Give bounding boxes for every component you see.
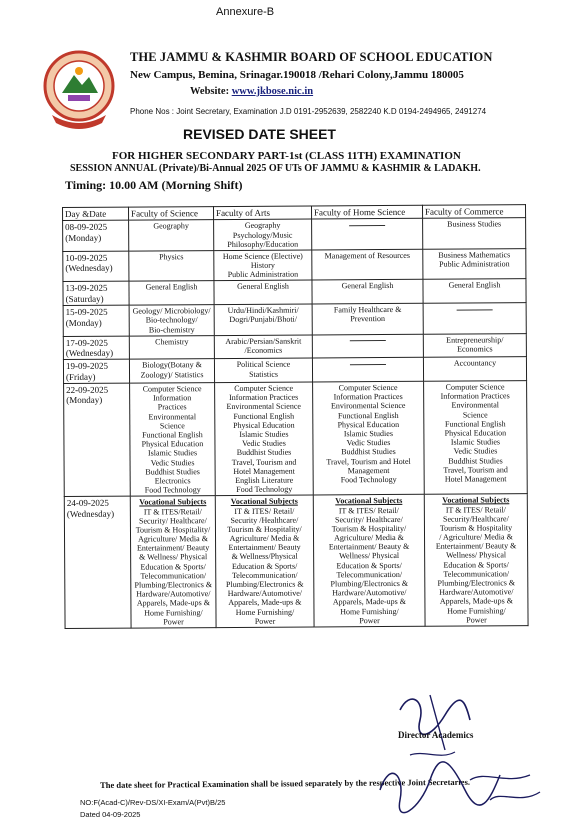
subject-name: Management	[347, 465, 390, 476]
subject-name: Computer Science	[338, 383, 398, 393]
vocational-subjects-label: Vocational Subjects	[139, 497, 207, 507]
table-row	[63, 218, 526, 251]
subject-name: Environmental	[148, 411, 197, 422]
subject-name: Hardware/Automotive/	[332, 588, 407, 598]
exam-day: (Monday)	[66, 395, 103, 406]
subject-name: Education & Sports/	[231, 561, 298, 571]
subject-name: Public Administration	[439, 259, 510, 269]
subject-name: IT & ITES/ Retail/	[234, 506, 295, 516]
subject-name: IT & ITES/ Retail/	[445, 504, 506, 515]
session-subtitle: SESSION ANNUAL (Private)/Bi-Annual 2025 OF UTs OF JAMMU & KASHMIR & LADAKH.	[70, 163, 481, 174]
subject-name: Islamic Studies	[343, 429, 393, 439]
subject-cell-science	[130, 383, 216, 497]
subject-cell-commerce	[423, 279, 526, 303]
subject-name: Arabic/Persian/Sanskrit	[225, 336, 302, 346]
subject-name: Geology/ Microbiology/	[132, 306, 211, 316]
exam-date: 08-09-2025	[65, 222, 108, 233]
subject-name: Home Furnishing/	[447, 605, 506, 616]
subject-cell-science	[129, 281, 214, 305]
no-exam-dash	[349, 225, 385, 226]
subject-cell-science	[130, 496, 216, 628]
subject-name: History	[250, 260, 275, 270]
subject-name: Vedic Studies	[453, 446, 498, 457]
subject-name: & Wellness/ Physical	[139, 552, 208, 563]
subject-name: Hotel Management	[444, 474, 507, 484]
exam-day: (Wednesday)	[65, 262, 113, 274]
campus-address: New Campus, Bemina, Srinagar.190018 /Rehari Colony,Jammu 180005	[130, 69, 464, 81]
subject-name: Information	[153, 393, 192, 403]
subject-cell-commerce	[423, 333, 526, 357]
vocational-subjects-label: Vocational Subjects	[335, 496, 403, 506]
subject-name: Home Furnishing/	[144, 607, 203, 618]
header-home-science: Faculty of Home Science	[311, 205, 422, 219]
subject-name: Apparels, Made-ups &	[228, 597, 302, 608]
subject-name: Prevention	[350, 314, 386, 324]
subject-name: Vedic Studies	[242, 438, 286, 449]
subject-name: Biology(Botany &	[142, 360, 202, 370]
date-cell	[63, 305, 129, 336]
subject-cell-home	[313, 381, 425, 495]
subject-name: General English	[237, 282, 289, 292]
subject-name: Entertainment/ Beauty	[136, 543, 210, 553]
subject-name: Buddhist Studies	[236, 448, 292, 458]
subject-cell-commerce	[423, 357, 526, 381]
header-science: Faculty of Science	[129, 207, 214, 221]
subject-cell-science	[129, 250, 214, 281]
subject-name: Agriculture/ Media &	[138, 534, 208, 544]
subject-name: Plumbing/Electronics &	[134, 580, 213, 590]
subject-name: Power	[359, 615, 380, 625]
subject-name: Security/ Healthcare/	[335, 514, 403, 525]
subject-name: Agriculture/ Media &	[334, 533, 404, 543]
subject-name: Telecommunication/	[336, 569, 403, 580]
subject-name: Political Science	[236, 360, 291, 370]
subject-name: Education & Sports/	[443, 559, 509, 570]
subject-name: Science	[159, 421, 185, 431]
table-row	[64, 494, 528, 628]
subject-name: Electronics	[154, 476, 191, 486]
subject-name: Business Studies	[447, 219, 502, 229]
table-row	[63, 357, 526, 384]
subject-name: Functional English	[233, 411, 295, 421]
subject-name: Science	[462, 410, 488, 420]
subject-name: Vedic Studies	[150, 457, 195, 468]
date-cell	[64, 383, 131, 497]
subject-name: Hardware/Automotive/	[136, 589, 211, 599]
subject-name: IT & ITES/Retail/	[143, 506, 202, 517]
subject-name: Environmental Science	[226, 402, 301, 412]
subject-name: & Wellness/Physical	[231, 552, 298, 562]
subject-name: Family Healthcare &	[333, 305, 402, 315]
subject-name: Statistics	[249, 369, 278, 379]
exam-date: 24-09-2025	[66, 498, 109, 509]
table-row	[63, 333, 526, 360]
exam-date: 17-09-2025	[65, 337, 108, 348]
subject-name: Zoology)/ Statistics	[140, 369, 204, 380]
subject-name: Information Practices	[229, 392, 299, 403]
subject-name: Information Practices	[333, 392, 403, 402]
subject-name: Chemistry	[155, 336, 189, 347]
board-logo	[42, 49, 116, 129]
subject-name: Home Furnishing/	[340, 606, 399, 616]
subject-name: Management of Resources	[324, 250, 410, 261]
header-arts: Faculty of Arts	[214, 206, 312, 220]
subject-name: Functional English	[337, 410, 399, 420]
exam-day: (Saturday)	[65, 293, 104, 304]
exam-date: 15-09-2025	[65, 306, 108, 318]
subject-name: Travel, Tourism and	[443, 465, 508, 475]
subject-cell-commerce	[423, 303, 526, 334]
subject-cell-science	[129, 220, 214, 251]
subject-name: Computer Science	[142, 384, 202, 394]
date-cell	[63, 336, 129, 360]
website-line	[190, 86, 313, 97]
no-exam-dash	[350, 340, 386, 341]
subject-name: Telecommunication/	[231, 570, 298, 580]
exam-day: (Wednesday)	[66, 508, 115, 519]
subject-name: Buddhist Studies	[341, 447, 396, 457]
handwritten-signature	[370, 680, 550, 825]
vocational-subjects-label: Vocational Subjects	[442, 495, 510, 506]
subject-cell-arts	[214, 219, 312, 250]
table-row	[64, 381, 528, 497]
subject-cell-arts	[214, 304, 312, 335]
subject-name: Islamic Studies	[147, 448, 198, 458]
website-label: Website:	[190, 86, 232, 97]
header-day-date: Day &Date	[63, 207, 129, 221]
subject-name: Security/ Healthcare/	[139, 515, 207, 526]
subject-cell-arts	[214, 335, 312, 359]
subject-name: Functional English	[142, 430, 203, 440]
subject-name: Physics	[159, 252, 184, 262]
subject-name: Bio-technology/	[145, 315, 198, 325]
table-row	[63, 303, 526, 336]
subject-name: Entrepreneurship/	[446, 335, 504, 345]
reference-number: NO:F(Acad-C)/Rev-DS/XI-Exam/A(Pvt)B/25	[80, 798, 226, 807]
subject-cell-arts	[215, 382, 314, 496]
subject-name: Plumbing/Electronics &	[330, 578, 409, 589]
subject-cell-home	[312, 219, 423, 250]
subject-name: Functional English	[444, 419, 506, 429]
exam-day: (Monday)	[65, 317, 102, 328]
subject-name: Hardware/Automotive/	[439, 587, 514, 597]
subject-name: Hotel Management	[233, 466, 295, 476]
date-cell	[63, 251, 129, 282]
subject-name: Entertainment/ Beauty &	[328, 542, 410, 552]
subject-name: English Literature	[235, 475, 294, 485]
subject-name: Accountancy	[453, 358, 497, 369]
subject-name: Education & Sports/	[336, 560, 402, 570]
subject-name: Security/Healthcare/	[443, 513, 509, 524]
exam-day: (Monday)	[65, 232, 102, 243]
no-exam-dash	[457, 309, 493, 310]
subject-name: Home Science (Elective)	[222, 251, 303, 261]
subject-cell-home	[312, 334, 423, 358]
subject-name: / Agriculture/ Media &	[439, 532, 513, 542]
subject-name: Philosophy/Education	[227, 239, 299, 249]
subject-name: General English	[341, 281, 394, 291]
website-link[interactable]: www.jkbose.nic.in	[231, 86, 314, 97]
date-cell	[63, 220, 129, 251]
subject-cell-home	[313, 495, 425, 627]
signatory-title: Director Academics	[398, 730, 474, 740]
date-sheet-table	[62, 204, 529, 629]
subject-name: Apparels, Made-ups &	[439, 596, 513, 607]
exam-date: 10-09-2025	[65, 252, 108, 263]
practical-exam-note: The date sheet for Practical Examination shall be issued separately by the respective Joint Secretaries.	[100, 776, 471, 790]
subject-name: Public Administration	[227, 269, 299, 280]
subject-cell-home	[312, 249, 423, 280]
subject-name: Buddhist Studies	[145, 466, 200, 477]
table-row	[63, 249, 526, 282]
subject-name: Power	[466, 615, 487, 625]
subject-name: Apparels, Made-ups &	[136, 598, 210, 608]
subject-cell-commerce	[424, 381, 528, 495]
date-cell	[64, 496, 131, 628]
exam-day: (Friday)	[66, 371, 96, 382]
subject-name: Agriculture/ Media &	[229, 533, 300, 544]
exam-timing: Timing: 10.00 AM (Morning Shift)	[65, 178, 243, 192]
subject-name: Geography	[244, 221, 281, 231]
subject-name: Business Mathematics	[438, 250, 511, 260]
table-row	[63, 279, 526, 306]
exam-subtitle: FOR HIGHER SECONDARY PART-1st (CLASS 11TH) EXAMINATION	[112, 150, 461, 162]
subject-name: Plumbing/Electronics &	[437, 578, 516, 588]
subject-name: Computer Science	[445, 382, 505, 392]
subject-cell-arts	[214, 250, 312, 281]
date-cell	[63, 282, 129, 306]
subject-name: General English	[448, 280, 501, 291]
subject-name: Telecommunication/	[140, 570, 207, 581]
exam-date: 22-09-2025	[66, 384, 109, 396]
subject-cell-commerce	[423, 218, 526, 249]
subject-cell-arts	[215, 495, 314, 627]
subject-name: Tourism & Hospitality	[439, 523, 513, 533]
subject-name: Vedic Studies	[346, 438, 391, 448]
subject-name: Geography	[153, 221, 189, 231]
subject-name: Psychology/Music	[232, 230, 293, 240]
reference-date: Dated 04-09-2025	[80, 810, 141, 819]
subject-cell-science	[129, 359, 214, 383]
subject-name: Apparels, Made-ups &	[332, 597, 406, 607]
subject-name: General English	[145, 282, 198, 292]
subject-name: Hardware/Automotive/	[227, 588, 302, 599]
subject-cell-home	[312, 303, 423, 334]
subject-cell-arts	[214, 358, 312, 382]
subject-name: Buddhist Studies	[448, 455, 503, 466]
subject-name: Urdu/Hindi/Kashmiri/	[227, 305, 299, 316]
subject-name: Environmental Science	[330, 401, 406, 411]
phone-numbers: Phone Nos : Joint Secretary, Examination J.D 0191-2952639, 2582240 K.D 0194-2494965, 2491274	[130, 107, 487, 116]
subject-name: Food Technology	[144, 485, 201, 495]
subject-name: Islamic Studies	[450, 437, 501, 447]
subject-cell-science	[129, 335, 214, 359]
subject-cell-commerce	[424, 494, 528, 626]
subject-name: Computer Science	[234, 383, 294, 394]
subject-name: Wellness/ Physical	[339, 551, 400, 561]
no-exam-dash	[350, 364, 386, 365]
subject-name: Travel, Tourism and	[231, 457, 297, 467]
subject-cell-arts	[214, 280, 312, 304]
subject-name: Tourism & Hospitality/	[227, 524, 302, 534]
subject-name: Plumbing/Electronics &	[226, 579, 304, 590]
subject-name: /Economics	[244, 345, 283, 355]
subject-name: Physical Education	[141, 439, 204, 449]
subject-name: Physical Education	[233, 420, 295, 430]
vocational-subjects-label: Vocational Subjects	[230, 496, 298, 507]
subject-cell-commerce	[423, 249, 526, 280]
subject-cell-home	[312, 280, 423, 304]
subject-name: Food Technology	[340, 474, 397, 485]
subject-name: IT & ITES/ Retail/	[338, 505, 399, 515]
subject-name: Environmental	[451, 400, 500, 411]
subject-name: Physical Education	[444, 428, 507, 438]
document-title: REVISED DATE SHEET	[183, 126, 336, 142]
exam-day: (Wednesday)	[65, 347, 114, 359]
subject-name: Entertainment/ Beauty &	[435, 541, 517, 552]
subject-name: Tourism & Hospitality/	[331, 523, 407, 534]
subject-cell-home	[312, 358, 423, 382]
board-name: THE JAMMU & KASHMIR BOARD OF SCHOOL EDUCATION	[130, 50, 493, 64]
subject-name: Power	[163, 617, 184, 627]
subject-name: Entertainment/ Beauty	[228, 542, 301, 553]
subject-name: Practices	[157, 402, 187, 412]
subject-name: Wellness/ Physical	[446, 550, 507, 561]
subject-name: Bio-chemistry	[148, 324, 195, 335]
date-cell	[63, 359, 129, 383]
subject-name: Dogri/Punjabi/Bhoti/	[229, 314, 297, 325]
subject-name: Home Furnishing/	[235, 607, 295, 617]
annexure-label: Annexure-B	[216, 6, 275, 18]
subject-name: Telecommunication/	[443, 569, 510, 579]
subject-name: Tourism & Hospitality/	[135, 525, 211, 535]
exam-date: 13-09-2025	[65, 283, 108, 294]
subject-name: Economics	[457, 344, 493, 354]
subject-name: Education & Sports/	[140, 561, 206, 572]
subject-name: Power	[254, 616, 276, 626]
subject-name: Food Technology	[236, 484, 293, 495]
exam-date: 19-09-2025	[65, 361, 109, 372]
subject-name: Islamic Studies	[239, 429, 289, 439]
subject-cell-science	[129, 305, 214, 336]
subject-name: Information Practices	[440, 391, 510, 401]
subject-name: Travel, Tourism and Hotel	[326, 456, 411, 466]
subject-name: Security /Healthcare/	[230, 515, 299, 525]
subject-name: Physical Education	[337, 419, 400, 430]
header-commerce: Faculty of Commerce	[422, 205, 525, 219]
